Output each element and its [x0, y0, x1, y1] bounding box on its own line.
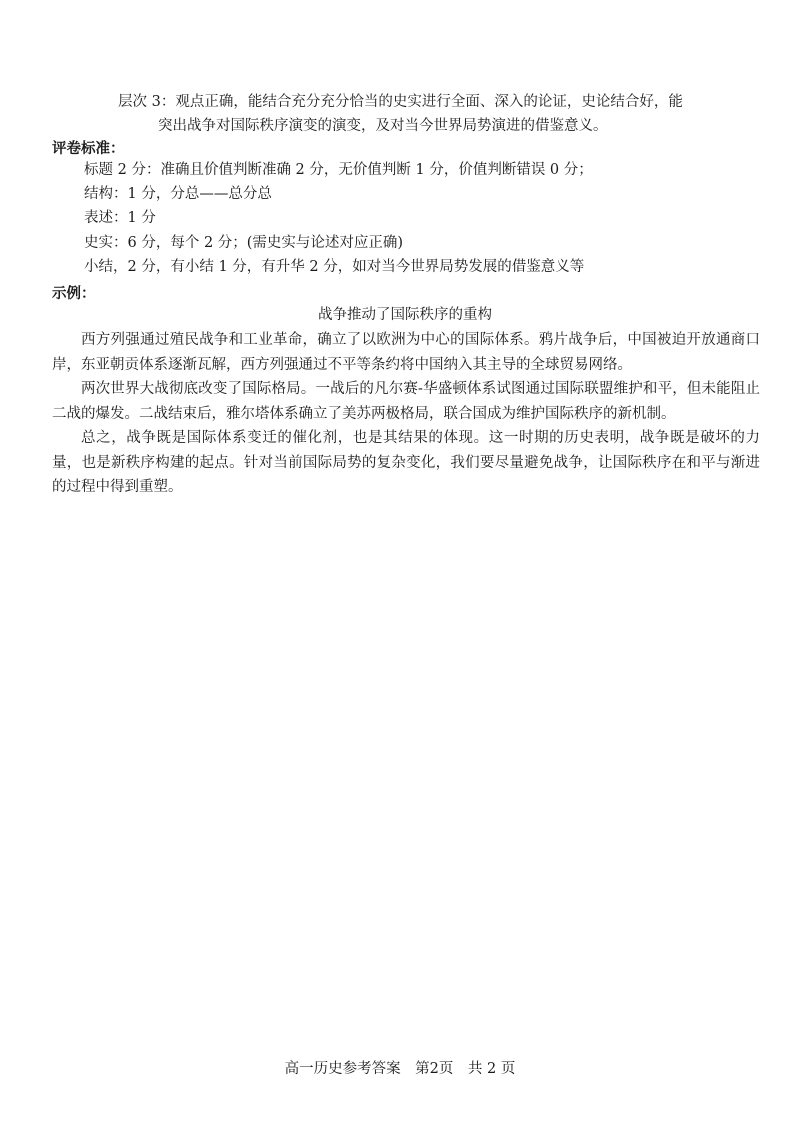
- essay-body: [52, 328, 760, 500]
- example-heading: 示例：: [52, 286, 96, 302]
- scoring-level-line-2: 突出战争对国际秩序演变的演变，及对当今世界局势演进的借鉴意义。: [158, 118, 608, 134]
- criteria-heading: 评卷标准：: [52, 141, 125, 157]
- criteria-item-facts: 史实：6 分，每个 2 分；(需史实与论述对应正确): [84, 234, 404, 251]
- page-footer: 高一历史参考答案 第2页 共 2 页: [284, 1061, 516, 1077]
- scoring-level-line-1: 层次 3：观点正确，能结合充分充分恰当的史实进行全面、深入的论证，史论结合好，能: [118, 94, 683, 110]
- criteria-item-expression: 表述：1 分: [84, 210, 156, 227]
- criteria-item-summary: 小结，2 分，有小结 1 分，有升华 2 分，如对当今世界局势发展的借鉴意义等: [84, 258, 585, 275]
- criteria-item-title: 标题 2 分：准确且价值判断准确 2 分，无价值判断 1 分，价值判断错误 0 分；: [84, 162, 593, 178]
- scoring-level-3: [118, 90, 758, 138]
- essay-paragraph: 两次世界大战彻底改变了国际格局。一战后的凡尔赛-华盛顿体系试图通过国际联盟维护和平，但未能阻止二战的爆发。二战结束后，雅尔塔体系确立了美苏两极格局，联合国成为维护国际秩序的新机制。: [52, 381, 760, 422]
- essay-paragraph: 西方列强通过殖民战争和工业革命，确立了以欧洲为中心的国际体系。鸦片战争后，中国被迫开放通商口岸，东亚朝贡体系逐渐瓦解，西方列强通过不平等条约将中国纳入其主导的全球贸易网络。: [52, 332, 760, 373]
- criteria-list: [84, 158, 764, 279]
- essay-title: 战争推动了国际秩序的重构: [318, 307, 492, 323]
- criteria-item-structure: 结构：1 分，分总——总分总: [84, 186, 272, 203]
- essay-paragraph: 总之，战争既是国际体系变迁的催化剂，也是其结果的体现。这一时期的历史表明，战争既是破坏的力量，也是新秩序构建的起点。针对当前国际局势的复杂变化，我们要尽量避免战争，让国际秩序在和平与渐进的过程中得到重塑。: [52, 430, 760, 495]
